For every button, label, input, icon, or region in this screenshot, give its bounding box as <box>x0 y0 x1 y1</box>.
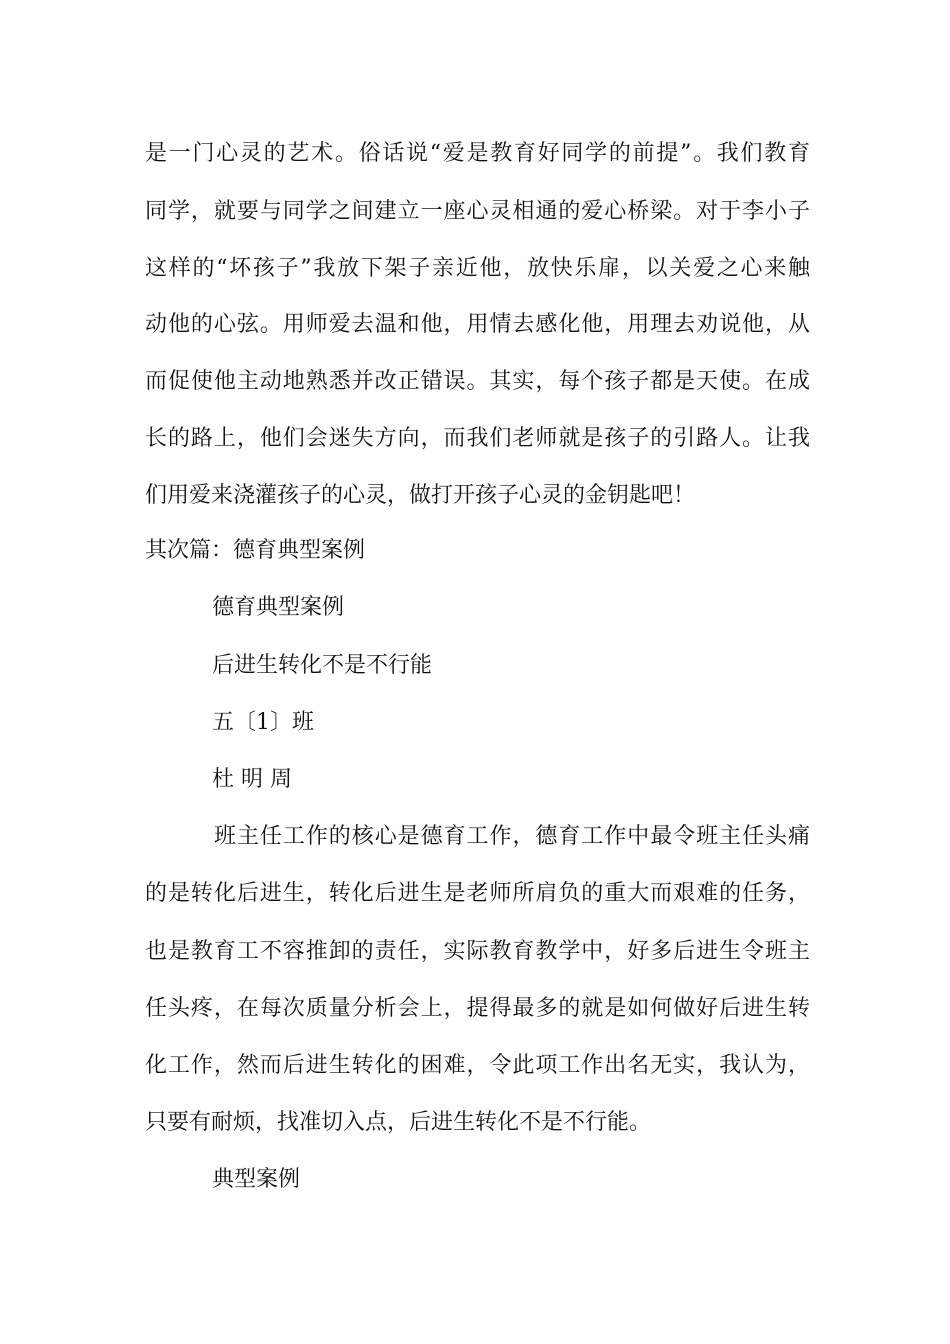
paragraph-line: 化工作，然而后进生转化的困难，令此项工作出名无实，我认为， <box>145 1053 810 1078</box>
paragraph-line: 的是转化后进生，转化后进生是老师所肩负的重大而艰难的任务， <box>145 881 810 906</box>
paragraph-line: 长的路上，他们会迷失方向，而我们老师就是孩子的引路人。让我 <box>145 426 810 451</box>
section-heading: 其次篇：德育典型案例 <box>145 538 366 563</box>
paragraph-line: 同学，就要与同学之间建立一座心灵相通的爱心桥梁。对于李小子 <box>145 199 810 224</box>
paragraph-line: 是一门心灵的艺术。俗话说“爱是教育好同学的前提”。我们教育 <box>145 141 810 166</box>
paragraph-line: 班主任工作的核心是德育工作，德育工作中最令班主任头痛 <box>214 824 810 849</box>
paragraph-line: 只要有耐烦，找准切入点，后进生转化不是不行能。 <box>145 1110 652 1135</box>
paragraph-line: 也是教育工不容推卸的责任，实际教育教学中，好多后进生令班主 <box>145 939 810 964</box>
paragraph-line: 而促使他主动地熟悉并改正错误。其实，每个孩子都是天使。在成 <box>145 369 810 394</box>
subheading: 典型案例 <box>212 1167 301 1192</box>
paragraph-line: 这样的“坏孩子”我放下架子亲近他，放快乐扉，以关爱之心来触 <box>145 256 810 281</box>
paragraph-line: 任头疼，在每次质量分析会上，提得最多的就是如何做好后进生转 <box>145 996 810 1021</box>
author-name: 杜 明 周 <box>212 767 292 792</box>
class-name: 五〔1〕班 <box>212 710 314 735</box>
article-title: 德育典型案例 <box>212 595 345 620</box>
paragraph-line: 们用爱来浇灌孩子的心灵，做打开孩子心灵的金钥匙吧！ <box>145 483 696 508</box>
paragraph-line: 动他的心弦。用师爱去温和他，用情去感化他，用理去劝说他，从 <box>145 312 810 337</box>
article-subtitle: 后进生转化不是不行能 <box>212 653 433 678</box>
